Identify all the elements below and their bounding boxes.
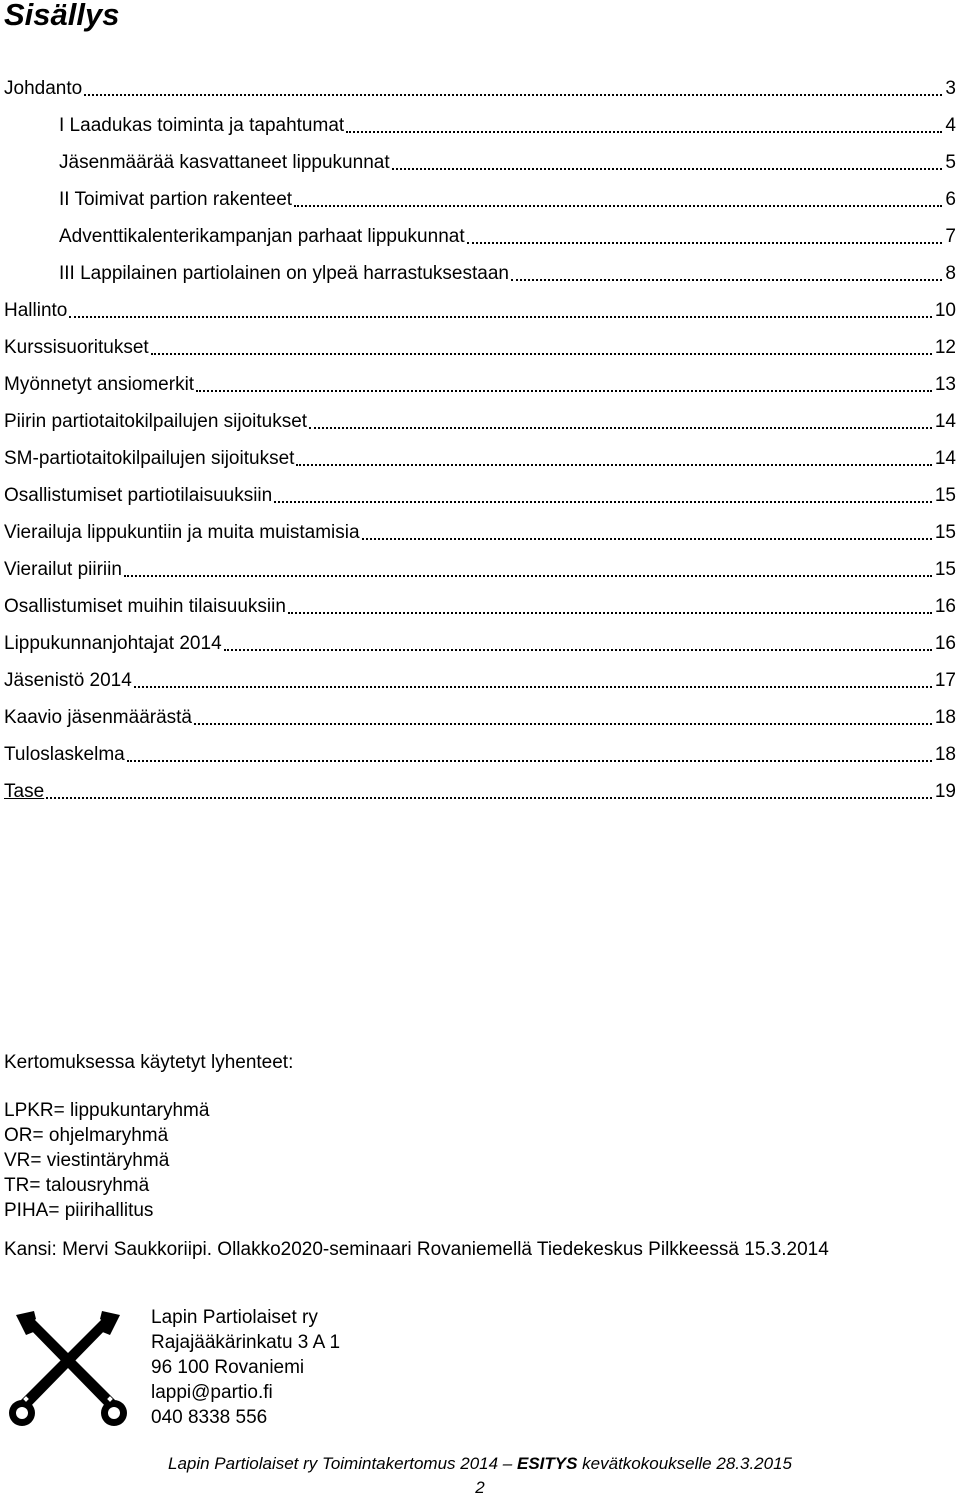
toc-dot-leader (151, 353, 932, 355)
toc-entry-page-number: 15 (934, 559, 956, 580)
toc-dot-leader (288, 612, 932, 614)
toc-entry[interactable] (4, 144, 956, 181)
toc-dot-leader (84, 94, 942, 96)
abbreviation-item: LPKR= lippukuntaryhmä (4, 1100, 210, 1121)
footer-text-bold: ESITYS (516, 1454, 578, 1473)
toc-entry-page-number: 3 (945, 78, 956, 99)
toc-dot-leader (127, 760, 932, 762)
toc-entry[interactable] (4, 736, 956, 773)
toc-dot-leader (511, 279, 942, 281)
toc-dot-leader (194, 723, 932, 725)
toc-entry-page-number: 17 (934, 670, 956, 691)
toc-dot-leader (46, 797, 932, 799)
toc-entry-page-number: 12 (934, 337, 956, 358)
toc-entry[interactable] (4, 255, 956, 292)
cover-photo-credit: Kansi: Mervi Saukkoriipi. Ollakko2020-seminaari Rovaniemellä Tiedekeskus Pilkkeessä 15.3.2014 (4, 1239, 829, 1260)
toc-dot-leader (296, 464, 931, 466)
toc-entry-page-number: 15 (934, 485, 956, 506)
toc-dot-leader (362, 538, 932, 540)
toc-entry-label: Osallistumiset muihin tilaisuuksiin (4, 596, 286, 617)
toc-dot-leader (134, 686, 932, 688)
toc-dot-leader (274, 501, 932, 503)
toc-entry-label: SM-partiotaitokilpailujen sijoitukset (4, 448, 295, 469)
toc-dot-leader (392, 168, 943, 170)
toc-entry[interactable] (4, 477, 956, 514)
toc-entry-label: Vierailuja lippukuntiin ja muita muistamisia (4, 522, 360, 543)
toc-entry-label: Lippukunnanjohtajat 2014 (4, 633, 222, 654)
table-of-contents (4, 70, 956, 810)
toc-dot-leader (69, 316, 931, 318)
toc-dot-leader (346, 131, 942, 133)
toc-entry[interactable] (4, 551, 956, 588)
toc-entry[interactable] (4, 70, 956, 107)
toc-entry-label: Tase (4, 781, 45, 802)
abbreviations-section (4, 1050, 293, 1223)
toc-dot-leader (124, 575, 932, 577)
toc-entry-label: III Lappilainen partiolainen on ylpeä harrastuksestaan (59, 263, 509, 284)
toc-entry-label: Johdanto (4, 78, 83, 99)
organization-name: Lapin Partiolaiset ry (151, 1307, 318, 1328)
abbreviation-item: OR= ohjelmaryhmä (4, 1125, 169, 1146)
page-title: Sisällys (4, 0, 120, 32)
toc-entry-page-number: 10 (934, 300, 956, 321)
toc-entry-label: Tuloslaskelma (4, 744, 125, 765)
toc-entry[interactable] (4, 366, 956, 403)
toc-entry[interactable] (4, 218, 956, 255)
toc-entry-page-number: 15 (934, 522, 956, 543)
phone-number: 040 8338 556 (151, 1407, 268, 1428)
toc-entry-label: Myönnetyt ansiomerkit (4, 374, 195, 395)
toc-entry-page-number: 6 (945, 189, 956, 210)
toc-entry[interactable] (4, 625, 956, 662)
street-address: Rajajääkärinkatu 3 A 1 (151, 1332, 341, 1353)
toc-entry[interactable] (4, 181, 956, 218)
toc-entry-page-number: 8 (945, 263, 956, 284)
toc-entry-label: Vierailut piiriin (4, 559, 122, 580)
toc-dot-leader (196, 390, 932, 392)
toc-entry-page-number: 13 (934, 374, 956, 395)
toc-entry-page-number: 7 (945, 226, 956, 247)
toc-entry[interactable] (4, 514, 956, 551)
toc-entry[interactable] (4, 588, 956, 625)
toc-entry-label: Hallinto (4, 300, 68, 321)
toc-entry[interactable] (4, 440, 956, 477)
toc-entry[interactable] (4, 773, 956, 810)
email-address: lappi@partio.fi (151, 1382, 273, 1403)
toc-entry-page-number: 18 (934, 707, 956, 728)
toc-entry-page-number: 16 (934, 596, 956, 617)
toc-entry-page-number: 14 (934, 411, 956, 432)
postal-address: 96 100 Rovaniemi (151, 1357, 305, 1378)
toc-entry-label: Jäsenmäärää kasvattaneet lippukunnat (59, 152, 390, 173)
toc-entry-label: Osallistumiset partiotilaisuuksiin (4, 485, 273, 506)
crossed-keys-icon (6, 1305, 130, 1429)
toc-entry-page-number: 4 (945, 115, 956, 136)
toc-entry-page-number: 18 (934, 744, 956, 765)
toc-entry-label: Kurssisuoritukset (4, 337, 149, 358)
contact-info (151, 1305, 340, 1430)
toc-entry-label: Kaavio jäsenmäärästä (4, 707, 192, 728)
toc-entry[interactable] (4, 292, 956, 329)
abbreviations-heading: Kertomuksessa käytetyt lyhenteet: (4, 1052, 294, 1073)
toc-entry-label: I Laadukas toiminta ja tapahtumat (59, 115, 345, 136)
toc-entry-page-number: 5 (945, 152, 956, 173)
toc-entry[interactable] (4, 699, 956, 736)
page-footer (0, 1453, 960, 1475)
toc-dot-leader (309, 427, 932, 429)
abbreviation-item: TR= talousryhmä (4, 1175, 150, 1196)
toc-entry-label: Adventtikalenterikampanjan parhaat lippukunnat (59, 226, 465, 247)
toc-dot-leader (467, 242, 943, 244)
toc-entry[interactable] (4, 662, 956, 699)
toc-entry-page-number: 16 (934, 633, 956, 654)
footer-text-end: kevätkokoukselle 28.3.2015 (577, 1454, 792, 1473)
toc-dot-leader (294, 205, 942, 207)
toc-entry-label: Jäsenistö 2014 (4, 670, 132, 691)
toc-entry-page-number: 19 (934, 781, 956, 802)
abbreviation-item: PIHA= piirihallitus (4, 1200, 154, 1221)
toc-entry-label: Piirin partiotaitokilpailujen sijoitukset (4, 411, 308, 432)
abbreviation-item: VR= viestintäryhmä (4, 1150, 170, 1171)
toc-entry[interactable] (4, 107, 956, 144)
toc-entry[interactable] (4, 329, 956, 366)
footer-text-start: Lapin Partiolaiset ry Toimintakertomus 2014 – (167, 1454, 517, 1473)
toc-entry-page-number: 14 (934, 448, 956, 469)
toc-dot-leader (224, 649, 932, 651)
toc-entry-label: II Toimivat partion rakenteet (59, 189, 293, 210)
toc-entry[interactable] (4, 403, 956, 440)
page-number: 2 (475, 1478, 485, 1497)
